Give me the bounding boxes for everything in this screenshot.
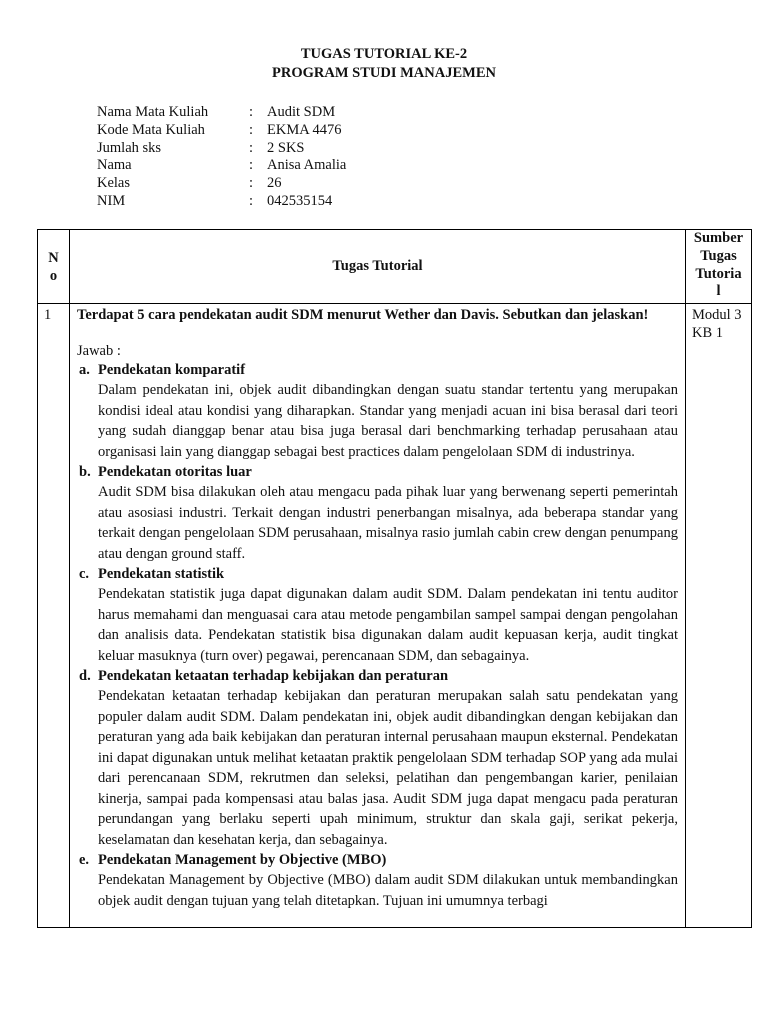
info-label: Jumlah sks [97,139,162,156]
info-value: 2 SKS [267,139,305,156]
item-heading: Pendekatan ketaatan terhadap kebijakan dan peraturan [98,668,449,684]
info-colon: : [249,175,254,192]
source-cell [686,304,752,928]
row-number: 1 [38,304,70,928]
info-colon: : [249,192,254,209]
item-heading: Pendekatan otoritas luar [98,464,252,480]
header-source-line2: Tugas [700,247,737,264]
document-subtitle: PROGRAM STUDI MANAJEMEN [272,65,496,81]
info-value: Audit SDM [267,104,336,120]
item-body: Audit SDM bisa dilakukan oleh atau mengacu pada pihak luar yang berwenang seperti pemerintah atau asosiasi industri. Terkait dengan industri penerbangan misalnya, ada beberapa standar yang terkait dengan pengelolaan SDM perusahaan, misalnya rasio jumlah cabin crew dengan penumpang atau dengan ground staff. [98,484,678,562]
info-label: NIM [97,192,126,209]
header-source-line3: Tutoria [695,265,742,282]
item-body: Pendekatan statistik juga dapat digunakan dalam audit SDM. Dalam pendekatan ini tentu auditor harus memahami dan menguasai cara atau metode pengambilan sampel sampai dengan pengolahan dan analisis data. Pendekatan statistik bisa digunakan dalam audit kepuasan kerja, audit tingkat keluar masuknya (turn over) pegawai, perencanaan SDM, dan sebagainya. [98,586,678,664]
source-module: Modul 3 [692,307,742,323]
task-content [70,304,686,928]
info-value: Anisa Amalia [267,157,347,174]
item-letter: d. [79,668,91,684]
answer-item [77,462,678,564]
answer-label: Jawab : [77,343,121,359]
info-label: Kode Mata Kuliah [97,121,205,138]
header-no-line2: o [49,267,58,284]
table-row [38,304,752,928]
answer-item [77,666,678,850]
item-letter: a. [79,362,90,378]
item-heading: Pendekatan statistik [98,566,225,582]
tutorial-table [37,229,752,928]
info-colon: : [249,139,254,156]
info-colon: : [249,121,254,138]
source-kb: KB 1 [692,325,724,341]
info-value: 26 [267,175,282,192]
document-title: TUGAS TUTORIAL KE-2 [300,46,468,62]
item-body: Dalam pendekatan ini, objek audit dibandingkan dengan suatu standar tertentu yang merupakan kondisi ideal atau kondisi yang diharapkan. Standar yang menjadi acuan ini bisa berasal dari teori yang sudah dianggap benar atau bisa juga berasal dari benchmarking terhadap perusahaan atau organisasi lain yang dianggap sebagai best practices dalam pengelolaan SDM di industrinya. [98,382,678,460]
info-label: Nama Mata Kuliah [97,104,209,120]
item-heading: Pendekatan komparatif [98,362,246,378]
info-colon: : [249,157,254,174]
info-label: Kelas [97,175,131,192]
header-source [686,230,752,304]
info-value: 042535154 [267,192,333,209]
item-body: Pendekatan ketaatan terhadap kebijakan dan peraturan merupakan salah satu pendekatan yang populer dalam audit SDM. Dalam pendekatan ini, objek audit dibandingkan dengan kebijakan dan peraturan yang ada baik kebijakan dan peraturan internal perusahaan maupun eksternal. Pendekatan ini dapat digunakan untuk melihat ketaatan praktik pengelolaan SDM terhadap SOP yang ada mulai dari perencanaan SDM, rekrutmen dan seleksi, pelatihan dan pengembangan karier, penilaian kinerja, sampai pada kompensasi atau balas jasa. Audit SDM juga dapat mengacu pada peraturan perundangan yang berlaku seperti upah minimum, struktur dan skala gaji, serikat pekerja, keselamatan dan kesehatan kerja, dan sebagainya. [98,688,678,848]
header-source-line4: l [716,283,721,300]
item-heading: Pendekatan Management by Objective (MBO) [98,852,387,868]
info-colon: : [249,104,254,120]
header-source-line1: Sumber [693,230,744,246]
answer-item [77,850,678,911]
answer-item [77,564,678,666]
header-no [38,230,70,304]
table-header-row [38,230,752,304]
info-value: EKMA 4476 [267,121,342,138]
item-letter: b. [79,464,91,480]
question-text: Terdapat 5 cara pendekatan audit SDM menurut Wether dan Davis. Sebutkan dan jelaskan! [77,307,649,323]
answer-item [77,360,678,462]
header-no-line1: N [48,249,59,266]
item-letter: e. [79,852,90,868]
header-task: Tugas Tutorial [70,230,686,304]
item-letter: c. [79,566,90,582]
info-label: Nama [97,157,132,174]
item-body: Pendekatan Management by Objective (MBO) dalam audit SDM dilakukan untuk membandingkan objek audit dengan tujuan yang telah ditetapkan. Tujuan ini umumnya terbagi [98,872,678,909]
